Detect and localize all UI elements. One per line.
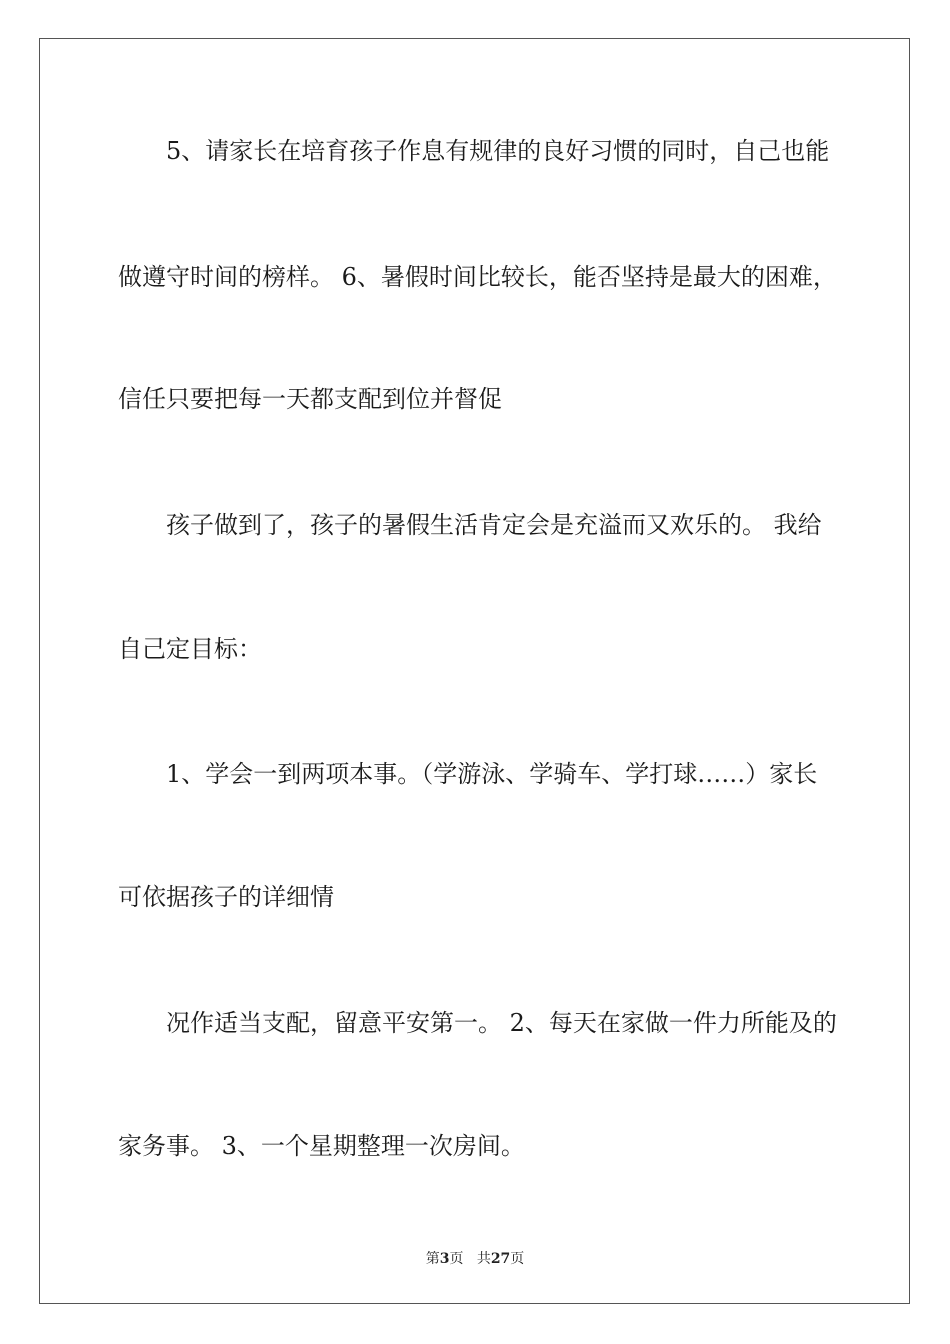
paragraph-line-9: 家务事。 3、一个星期整理一次房间。: [118, 1132, 525, 1160]
total-page-count: 27: [490, 1251, 511, 1267]
current-page-number: 3: [439, 1251, 450, 1267]
total-pages-prefix: 共: [476, 1251, 491, 1267]
page-number-prefix: 第: [425, 1251, 440, 1267]
page-footer: [0, 1248, 950, 1268]
paragraph-line-8: 况作适当支配，留意平安第一。 2、每天在家做一件力所能及的: [166, 1009, 837, 1037]
page-number-unit: 页: [449, 1251, 464, 1267]
paragraph-line-6: 1、学会一到两项本事。（学游泳、学骑车、学打球……）家长: [166, 760, 818, 788]
page-border: [39, 38, 910, 1304]
paragraph-line-2: 做遵守时间的榜样。 6、暑假时间比较长，能否坚持是最大的困难，: [118, 263, 837, 291]
total-pages-unit: 页: [510, 1251, 525, 1267]
paragraph-line-4: 孩子做到了，孩子的暑假生活肯定会是充溢而又欢乐的。 我给: [166, 511, 822, 539]
paragraph-line-3: 信任只要把每一天都支配到位并督促: [118, 385, 502, 413]
paragraph-line-1: 5、请家长在培育孩子作息有规律的良好习惯的同时，自己也能: [166, 137, 830, 165]
paragraph-line-7: 可依据孩子的详细情: [118, 883, 334, 911]
paragraph-line-5: 自己定目标：: [118, 635, 262, 663]
